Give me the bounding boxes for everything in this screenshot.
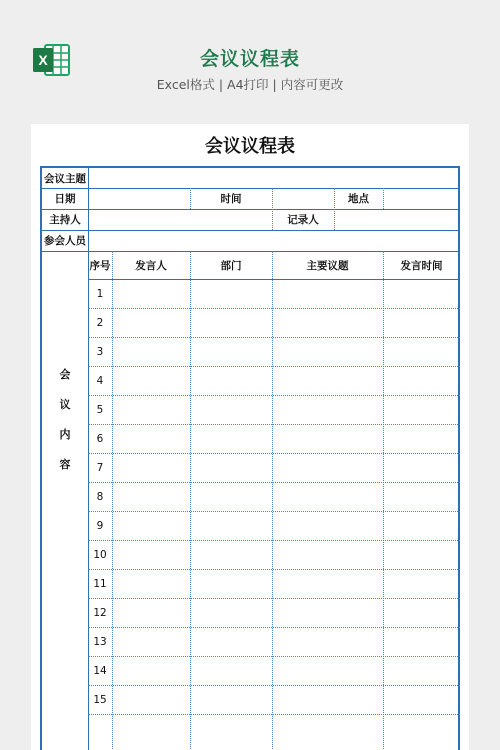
speaker-cell[interactable] <box>112 627 190 656</box>
speaker-cell[interactable] <box>112 366 190 395</box>
topic-cell[interactable] <box>272 656 383 685</box>
speaking-time-cell[interactable] <box>383 308 460 337</box>
label-topic: 会议主题 <box>44 172 86 185</box>
speaker-cell[interactable] <box>112 540 190 569</box>
col-header-speaker: 发言人 <box>135 259 167 272</box>
divider <box>272 188 273 230</box>
speaker-cell[interactable] <box>112 656 190 685</box>
divider <box>42 188 460 189</box>
row-number: 6 <box>96 432 104 445</box>
department-cell[interactable] <box>190 308 272 337</box>
speaking-time-cell[interactable] <box>383 685 460 714</box>
divider <box>88 168 89 251</box>
label-date: 日期 <box>54 193 76 205</box>
label-host: 主持人 <box>49 214 81 226</box>
host-field[interactable] <box>88 209 272 230</box>
department-cell[interactable] <box>190 511 272 540</box>
row-number: 12 <box>93 606 107 619</box>
topic-cell[interactable] <box>272 685 383 714</box>
topic-cell[interactable] <box>272 366 383 395</box>
row-number: 13 <box>93 635 107 648</box>
speaking-time-cell[interactable] <box>383 598 460 627</box>
content-label-char: 议 <box>59 398 71 411</box>
speaking-time-cell[interactable] <box>383 424 460 453</box>
divider <box>190 188 191 209</box>
content-label-char: 会 <box>59 368 71 381</box>
department-cell[interactable] <box>190 569 272 598</box>
col-header-number: 序号 <box>89 259 111 272</box>
content-label-char: 内 <box>59 428 71 441</box>
agenda-table <box>40 166 460 750</box>
department-cell[interactable] <box>190 598 272 627</box>
speaking-time-cell[interactable] <box>383 395 460 424</box>
speaker-cell[interactable] <box>112 482 190 511</box>
page-title: 会议议程表 <box>199 48 300 70</box>
speaking-time-cell[interactable] <box>383 482 460 511</box>
topic-cell[interactable] <box>272 279 383 308</box>
row-number: 7 <box>96 461 104 474</box>
department-cell[interactable] <box>190 540 272 569</box>
time-field[interactable] <box>272 188 334 209</box>
department-cell[interactable] <box>190 482 272 511</box>
label-attendees: 参会人员 <box>44 235 86 247</box>
row-number: 8 <box>96 490 104 503</box>
speaker-cell[interactable] <box>112 308 190 337</box>
department-cell[interactable] <box>190 453 272 482</box>
label-time: 时间 <box>220 193 242 205</box>
topic-cell[interactable] <box>272 569 383 598</box>
topic-cell[interactable] <box>272 453 383 482</box>
speaker-cell[interactable] <box>112 453 190 482</box>
divider <box>42 209 460 210</box>
row-number: 4 <box>96 374 104 387</box>
speaking-time-cell[interactable] <box>383 540 460 569</box>
row-number: 11 <box>93 577 107 590</box>
topic-cell[interactable] <box>272 482 383 511</box>
department-cell[interactable] <box>190 656 272 685</box>
department-cell[interactable] <box>190 685 272 714</box>
topic-cell[interactable] <box>272 540 383 569</box>
divider <box>42 251 460 252</box>
speaker-cell[interactable] <box>112 569 190 598</box>
department-cell[interactable] <box>190 395 272 424</box>
topic-cell[interactable] <box>272 424 383 453</box>
location-field[interactable] <box>383 188 460 209</box>
form-sheet <box>31 124 469 750</box>
speaking-time-cell[interactable] <box>383 627 460 656</box>
row-number: 2 <box>96 316 104 329</box>
page-subtitle: Excel格式 | A4打印 | 内容可更改 <box>156 77 344 92</box>
row-number: 15 <box>93 693 107 706</box>
speaker-cell[interactable] <box>112 511 190 540</box>
recorder-field[interactable] <box>334 209 460 230</box>
excel-icon-letter: X <box>38 52 48 68</box>
topic-cell[interactable] <box>272 337 383 366</box>
page-header <box>0 0 500 124</box>
row-number: 3 <box>96 345 104 358</box>
speaking-time-cell[interactable] <box>383 279 460 308</box>
speaking-time-cell[interactable] <box>383 511 460 540</box>
divider <box>334 188 335 230</box>
speaking-time-cell[interactable] <box>383 453 460 482</box>
date-field[interactable] <box>88 188 190 209</box>
meeting-content-label <box>42 368 88 488</box>
speaker-cell[interactable] <box>112 395 190 424</box>
row-divider <box>88 714 460 715</box>
topic-cell[interactable] <box>272 395 383 424</box>
form-title: 会议议程表 <box>205 136 295 157</box>
speaker-cell[interactable] <box>112 598 190 627</box>
content-label-char: 容 <box>59 458 71 471</box>
topic-field[interactable] <box>88 168 460 188</box>
speaking-time-cell[interactable] <box>383 569 460 598</box>
department-cell[interactable] <box>190 366 272 395</box>
row-number: 5 <box>96 403 104 416</box>
department-cell[interactable] <box>190 279 272 308</box>
label-recorder: 记录人 <box>287 214 319 226</box>
divider <box>383 188 384 209</box>
speaker-cell[interactable] <box>112 337 190 366</box>
row-number: 14 <box>93 664 107 677</box>
speaking-time-cell[interactable] <box>383 656 460 685</box>
topic-cell[interactable] <box>272 598 383 627</box>
col-header-department: 部门 <box>220 259 242 272</box>
row-number: 1 <box>96 287 104 300</box>
topic-cell[interactable] <box>272 627 383 656</box>
topic-cell[interactable] <box>272 511 383 540</box>
attendees-field[interactable] <box>88 230 460 251</box>
label-location: 地点 <box>348 193 369 205</box>
speaker-cell[interactable] <box>112 685 190 714</box>
speaker-cell[interactable] <box>112 424 190 453</box>
department-cell[interactable] <box>190 337 272 366</box>
row-number: 9 <box>96 519 104 532</box>
row-number: 10 <box>93 548 107 561</box>
col-header-speaking-time: 发言时间 <box>400 259 443 272</box>
department-cell[interactable] <box>190 627 272 656</box>
col-header-topic: 主要议题 <box>306 259 349 272</box>
department-cell[interactable] <box>190 424 272 453</box>
speaker-cell[interactable] <box>112 279 190 308</box>
topic-cell[interactable] <box>272 308 383 337</box>
speaking-time-cell[interactable] <box>383 366 460 395</box>
divider <box>42 230 460 231</box>
speaking-time-cell[interactable] <box>383 337 460 366</box>
